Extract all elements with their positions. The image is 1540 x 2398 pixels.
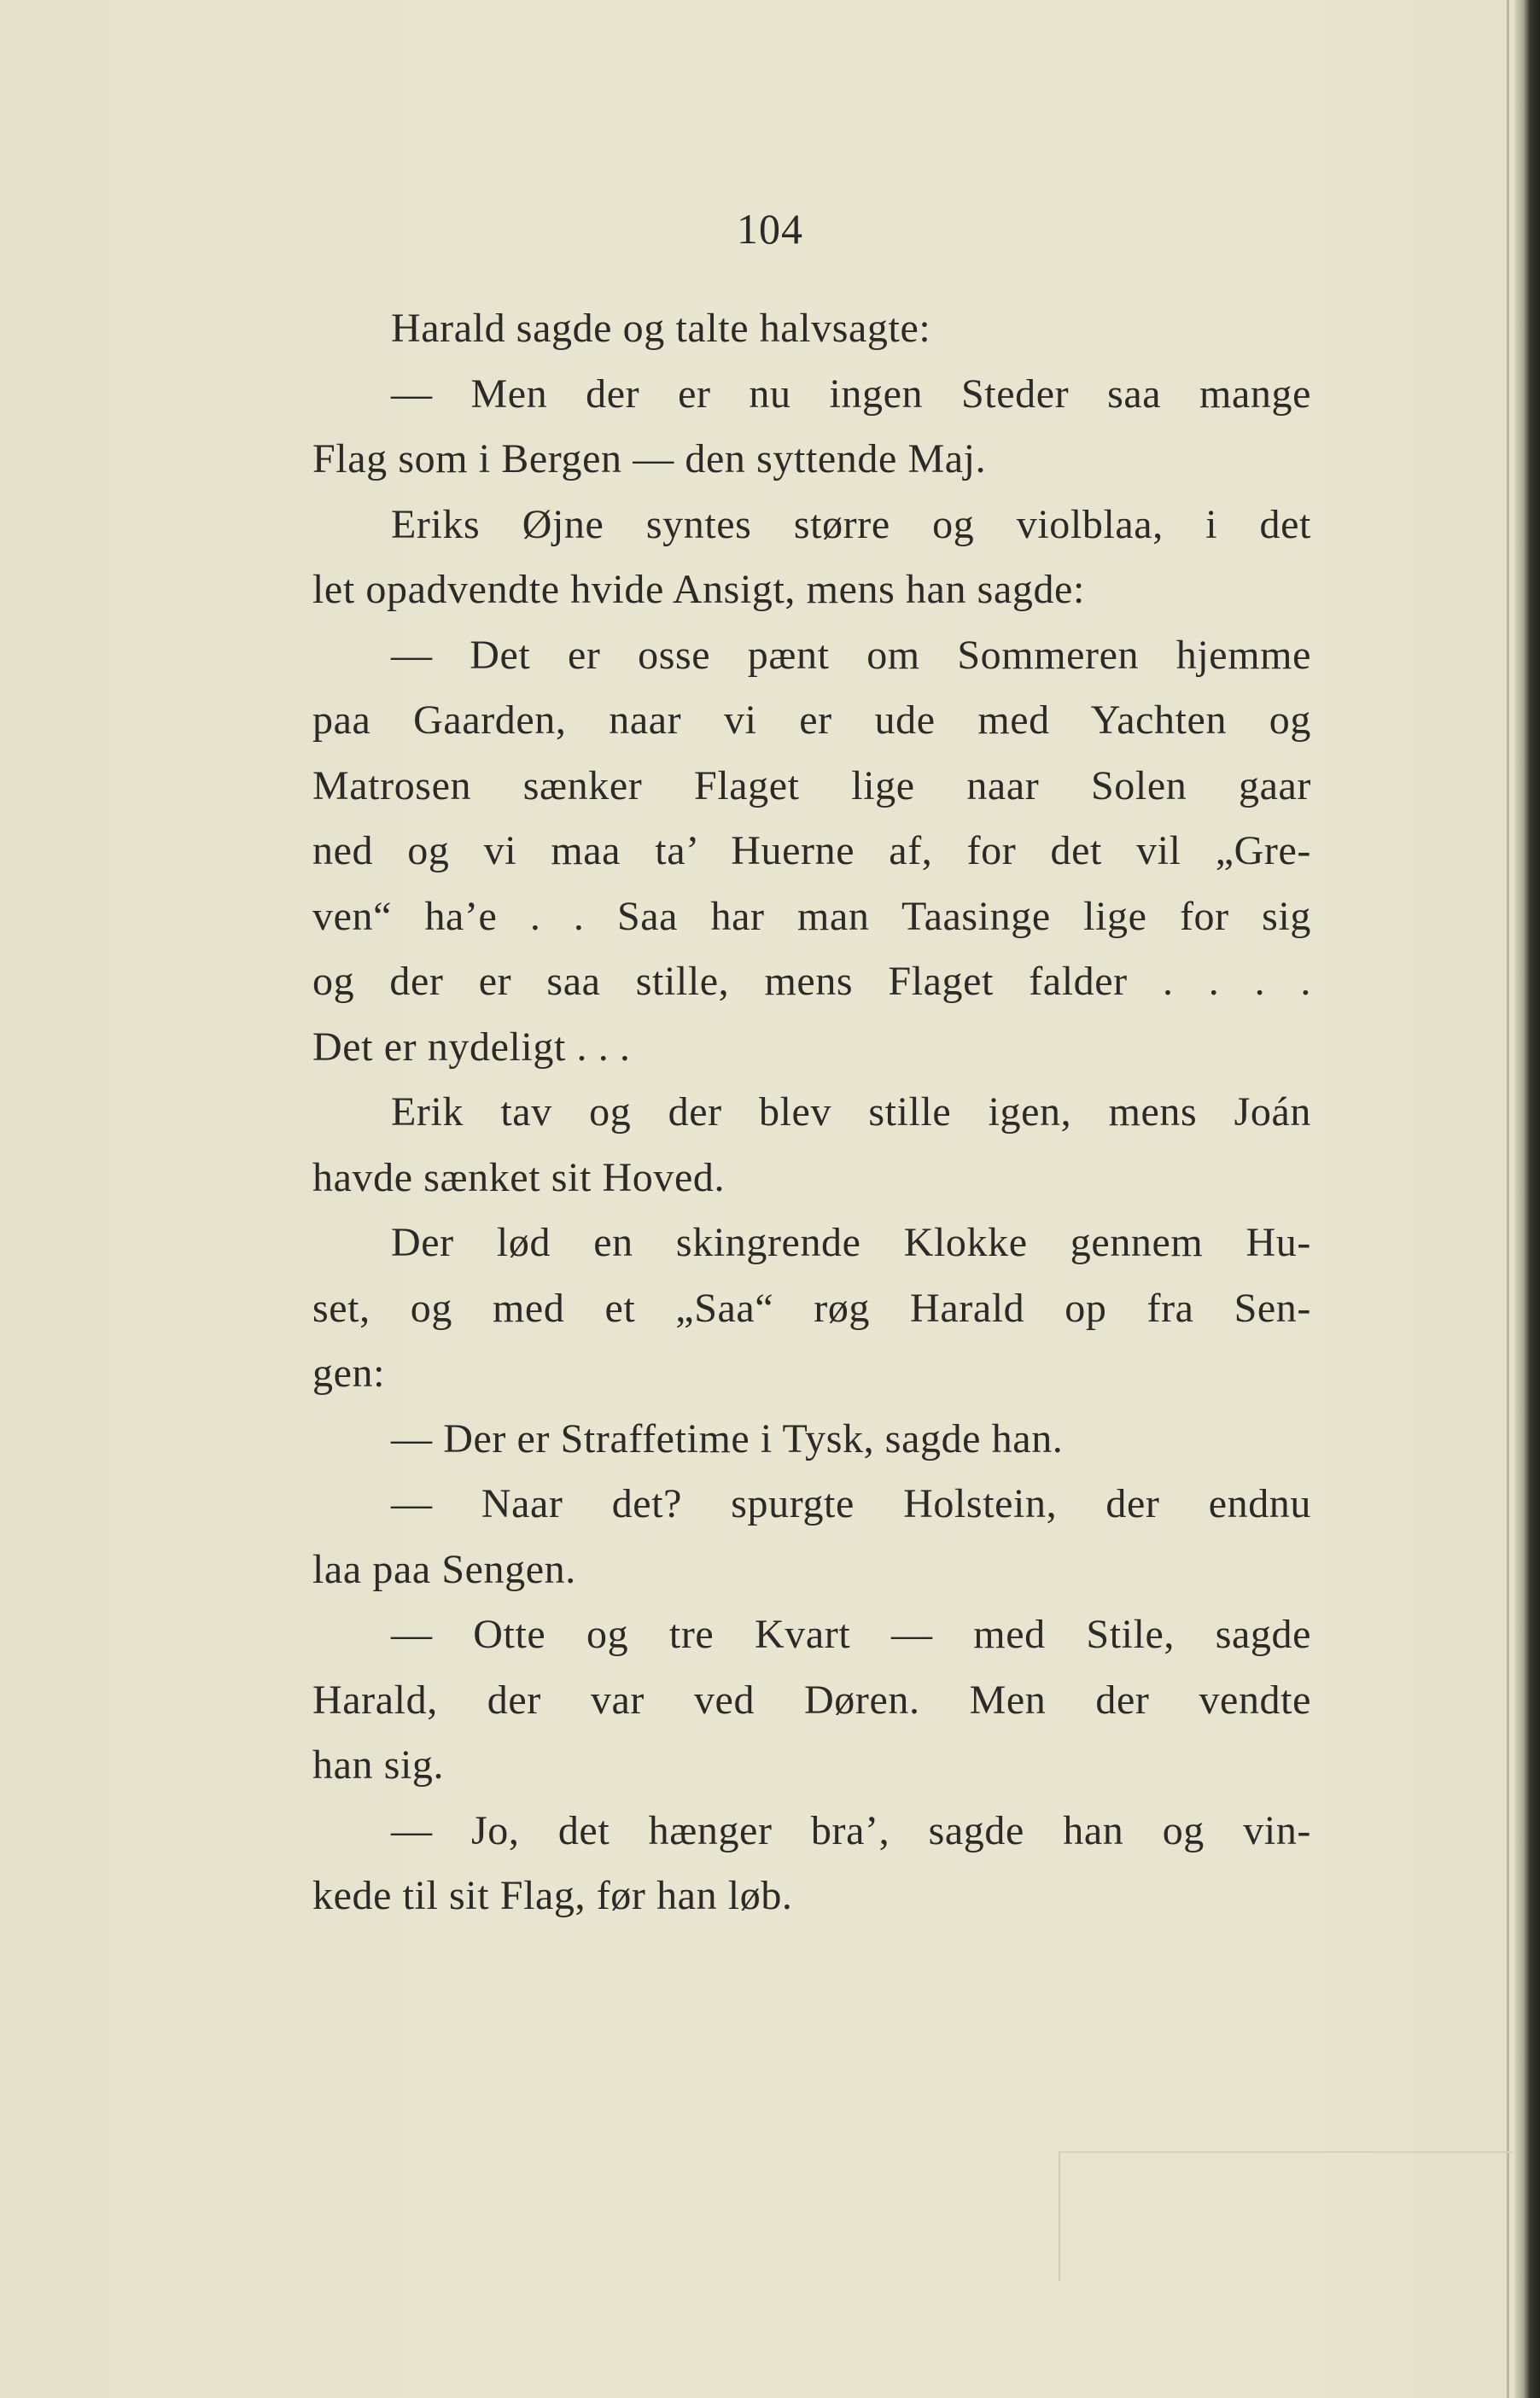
text-line: — Otte og tre Kvart — med Stile, sagde — [391, 1612, 1311, 1657]
plate-mark — [1059, 2151, 1513, 2281]
text-line: Der lød en skingrende Klokke gennem Hu- — [391, 1220, 1311, 1265]
text-line: og der er saa stille, mens Flaget falder . . . . — [312, 959, 1311, 1004]
text-line: gen: — [312, 1351, 386, 1396]
text-line: let opadvendte hvide Ansigt, mens han sagde: — [312, 567, 1085, 612]
text-line: Erik tav og der blev stille igen, mens Joán — [391, 1089, 1311, 1135]
page-edge-line — [1507, 0, 1509, 2398]
text-line: ned og vi maa ta’ Huerne af, for det vil „Gre- — [312, 828, 1311, 873]
text-line: Harald, der var ved Døren. Men der vendte — [312, 1677, 1311, 1723]
page-number: 104 — [737, 205, 803, 253]
text-line: Det er nydeligt . . . — [312, 1024, 631, 1070]
text-line: han sig. — [312, 1742, 445, 1788]
text-line: Flag som i Bergen — den syttende Maj. — [312, 436, 987, 481]
text-line: — Jo, det hænger bra’, sagde han og vin- — [391, 1807, 1311, 1853]
text-line: laa paa Sengen. — [312, 1546, 576, 1592]
text-line: — Naar det? spurgte Holstein, der endnu — [391, 1481, 1311, 1526]
text-line: ven“ ha’e . . Saa har man Taasinge lige for sig — [312, 893, 1311, 939]
text-line: havde sænket sit Hoved. — [312, 1154, 726, 1200]
text-line: Eriks Øjne syntes større og violblaa, i det — [391, 501, 1311, 547]
book-spine-edge — [1514, 0, 1540, 2398]
text-line: — Det er osse pænt om Sommeren hjemme — [391, 632, 1311, 678]
body-text — [312, 296, 1311, 1929]
text-line: set, og med et „Saa“ røg Harald op fra Sen- — [312, 1285, 1311, 1331]
text-line: — Men der er nu ingen Steder saa mange — [391, 370, 1311, 417]
text-line: paa Gaarden, naar vi er ude med Yachten og — [312, 697, 1311, 743]
text-line: Matrosen sænker Flaget lige naar Solen gaar — [312, 762, 1311, 808]
text-line: — Der er Straffetime i Tysk, sagde han. — [391, 1415, 1064, 1462]
text-line: Harald sagde og talte halvsagte: — [391, 306, 931, 351]
text-line: kede til sit Flag, før han løb. — [312, 1873, 793, 1918]
